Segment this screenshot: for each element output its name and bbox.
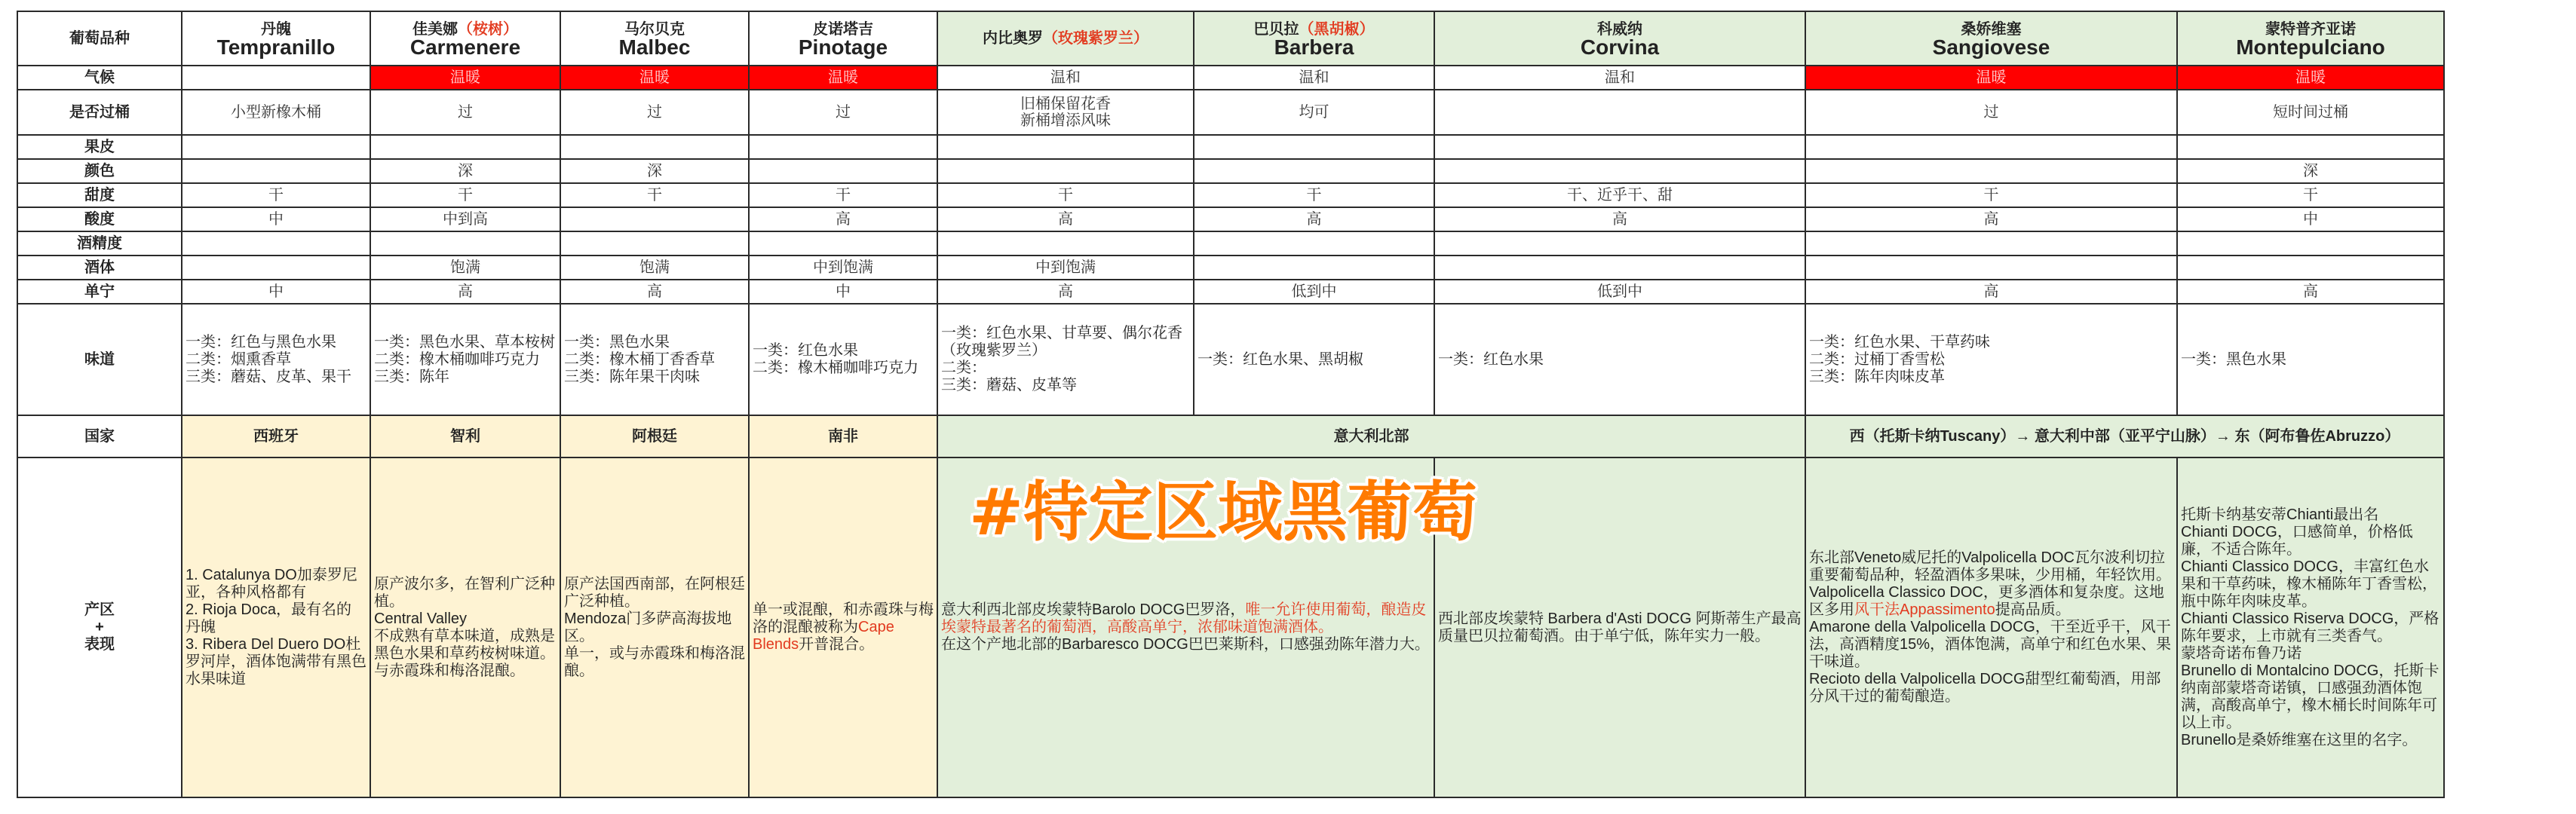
skin-cell	[1805, 135, 2177, 159]
skin-cell	[2177, 135, 2444, 159]
body-cell: 中到饱满	[937, 256, 1194, 280]
variety-header-barbera: 巴贝拉（黑胡椒） Barbera	[1194, 11, 1434, 66]
oak-cell: 过	[749, 90, 937, 135]
skin-cell	[1194, 135, 1434, 159]
acidity-cell: 中到高	[370, 207, 560, 231]
body-cell	[1194, 256, 1434, 280]
body-cell: 中到饱满	[749, 256, 937, 280]
climate-cell: 温暖	[2177, 66, 2444, 90]
region-cell-carmenere: 原产波尔多，在智利广泛种植。 Central Valley 不成熟有草本味道，成熟是黑色水果和草药桉树味道。 与赤霞珠和梅洛混酿。	[370, 457, 560, 797]
body-cell	[182, 256, 370, 280]
skin-row	[17, 135, 2444, 159]
sweetness-cell: 干	[182, 183, 370, 207]
skin-cell	[182, 135, 370, 159]
color-label: 颜色	[17, 159, 182, 183]
color-row	[17, 159, 2444, 183]
variety-header-carmenere: 佳美娜（桉树） Carmenere	[370, 11, 560, 66]
country-cell-italy-north: 意大利北部	[937, 415, 1805, 457]
header-row	[17, 11, 2444, 66]
color-cell	[937, 159, 1194, 183]
climate-cell: 温暖	[560, 66, 749, 90]
climate-row	[17, 66, 2444, 90]
sweetness-label: 甜度	[17, 183, 182, 207]
skin-cell	[1434, 135, 1805, 159]
color-cell: 深	[560, 159, 749, 183]
body-cell	[2177, 256, 2444, 280]
taste-cell: 一类：红色水果、黑胡椒	[1194, 304, 1434, 415]
wine-variety-table	[17, 11, 2445, 798]
alcohol-label: 酒精度	[17, 231, 182, 256]
alcohol-cell	[182, 231, 370, 256]
taste-row	[17, 304, 2444, 415]
oak-cell: 旧桶保留花香 新桶增添风味	[937, 90, 1194, 135]
tannin-cell: 高	[2177, 280, 2444, 304]
region-cell-nebbiolo: 意大利西北部皮埃蒙特Barolo DOCG巴罗洛，唯一允许使用葡萄，酿造皮埃蒙特最著名的葡萄酒，高酸高单宁，浓郁味道饱满酒体。 在这个产地北部的Barbaresco DOCG巴巴莱斯科，口感强劲陈年潜力大。	[937, 457, 1434, 797]
alcohol-cell	[560, 231, 749, 256]
variety-header-tempranillo: 丹魄 Tempranillo	[182, 11, 370, 66]
region-cell-corvina: 东北部Veneto威尼托的Valpolicella DOC瓦尔波利切拉重要葡萄品种，轻盈酒体多果味，少用桶，年轻饮用。Valpolicella Classico DOC，更多酒体和复杂度。这地区多用风干法Appassimento提高品质。 Amarone della Valpolicella DOCG，干至近乎干，风干法，高酒精度15%，酒体饱满，高单宁和红色水果、果干味道。 Recioto della Valpolicella DOCG甜型红葡萄酒，用部分风干过的葡萄酿造。	[1805, 457, 2177, 797]
acidity-cell	[560, 207, 749, 231]
acidity-cell: 中	[2177, 207, 2444, 231]
skin-label: 果皮	[17, 135, 182, 159]
taste-cell: 一类：红色水果、干草药味 二类：过桶丁香雪松 三类：陈年肉味皮革	[1805, 304, 2177, 415]
variety-header-malbec: 马尔贝克 Malbec	[560, 11, 749, 66]
oak-cell	[1434, 90, 1805, 135]
region-label: 产区 + 表现	[17, 457, 182, 797]
oak-cell: 过	[1805, 90, 2177, 135]
color-cell	[182, 159, 370, 183]
oak-row	[17, 90, 2444, 135]
acidity-label: 酸度	[17, 207, 182, 231]
color-cell: 深	[2177, 159, 2444, 183]
alcohol-cell	[2177, 231, 2444, 256]
oak-cell: 过	[560, 90, 749, 135]
body-row	[17, 256, 2444, 280]
body-cell	[1805, 256, 2177, 280]
acidity-cell: 高	[1434, 207, 1805, 231]
tannin-cell: 高	[1805, 280, 2177, 304]
oak-label: 是否过桶	[17, 90, 182, 135]
body-cell: 饱满	[370, 256, 560, 280]
variety-header-sangiovese: 桑娇维塞 Sangiovese	[1805, 11, 2177, 66]
oak-cell: 均可	[1194, 90, 1434, 135]
climate-label: 气候	[17, 66, 182, 90]
oak-cell: 短时间过桶	[2177, 90, 2444, 135]
alcohol-row	[17, 231, 2444, 256]
taste-label: 味道	[17, 304, 182, 415]
tannin-cell: 高	[937, 280, 1194, 304]
color-cell	[1434, 159, 1805, 183]
oak-cell: 小型新橡木桶	[182, 90, 370, 135]
tannin-cell: 中	[749, 280, 937, 304]
climate-cell: 温暖	[370, 66, 560, 90]
taste-cell: 一类：红色与黑色水果 二类：烟熏香草 三类：蘑菇、皮革、果干	[182, 304, 370, 415]
color-cell	[749, 159, 937, 183]
sweetness-cell: 干	[560, 183, 749, 207]
alcohol-cell	[1194, 231, 1434, 256]
variety-label: 葡萄品种	[17, 11, 182, 66]
taste-cell: 一类：红色水果 二类：橡木桶咖啡巧克力	[749, 304, 937, 415]
sweetness-cell: 干	[1805, 183, 2177, 207]
acidity-cell: 高	[1805, 207, 2177, 231]
taste-cell: 一类：黑色水果、草本桉树 二类：橡木桶咖啡巧克力 三类：陈年	[370, 304, 560, 415]
country-cell: 南非	[749, 415, 937, 457]
sweetness-cell: 干	[749, 183, 937, 207]
acidity-row	[17, 207, 2444, 231]
taste-cell: 一类：黑色水果 二类：橡木桶丁香香草 三类：陈年果干肉味	[560, 304, 749, 415]
climate-cell: 温暖	[1805, 66, 2177, 90]
acidity-cell: 高	[937, 207, 1194, 231]
body-label: 酒体	[17, 256, 182, 280]
color-cell: 深	[370, 159, 560, 183]
skin-cell	[370, 135, 560, 159]
sweetness-cell: 干	[370, 183, 560, 207]
acidity-cell: 高	[1194, 207, 1434, 231]
climate-cell: 温暖	[749, 66, 937, 90]
body-cell: 饱满	[560, 256, 749, 280]
region-cell-pinotage: 单一或混酿，和赤霞珠与梅洛的混酿被称为Cape Blends开普混合。	[749, 457, 937, 797]
color-cell	[1805, 159, 2177, 183]
region-cell-malbec: 原产法国西南部，在阿根廷广泛种植。 Mendoza门多萨高海拔地区。 单一，或与赤霞珠和梅洛混酿。	[560, 457, 749, 797]
alcohol-cell	[937, 231, 1194, 256]
oak-cell: 过	[370, 90, 560, 135]
variety-header-pinotage: 皮诺塔吉 Pinotage	[749, 11, 937, 66]
sweetness-cell: 干、近乎干、甜	[1434, 183, 1805, 207]
taste-cell: 一类：红色水果、甘草要、偶尔花香（玫瑰紫罗兰） 二类： 三类：蘑菇、皮革等	[937, 304, 1194, 415]
alcohol-cell	[1434, 231, 1805, 256]
body-cell	[1434, 256, 1805, 280]
taste-cell: 一类：黑色水果	[2177, 304, 2444, 415]
country-cell-italy-central: 西（托斯卡纳Tuscany）→ 意大利中部（亚平宁山脉）→ 东（阿布鲁佐Abruzzo）	[1805, 415, 2444, 457]
alcohol-cell	[370, 231, 560, 256]
country-cell: 阿根廷	[560, 415, 749, 457]
country-row	[17, 415, 2444, 457]
tannin-row	[17, 280, 2444, 304]
acidity-cell: 高	[749, 207, 937, 231]
sweetness-cell: 干	[1194, 183, 1434, 207]
tannin-cell: 中	[182, 280, 370, 304]
taste-cell: 一类：红色水果	[1434, 304, 1805, 415]
tannin-label: 单宁	[17, 280, 182, 304]
climate-cell	[182, 66, 370, 90]
variety-header-nebbiolo: 内比奥罗（玫瑰紫罗兰）	[937, 11, 1194, 66]
country-cell: 智利	[370, 415, 560, 457]
alcohol-cell	[1805, 231, 2177, 256]
skin-cell	[749, 135, 937, 159]
country-cell: 西班牙	[182, 415, 370, 457]
sweetness-cell: 干	[2177, 183, 2444, 207]
tannin-cell: 低到中	[1434, 280, 1805, 304]
region-cell-barbera: 西北部皮埃蒙特 Barbera d'Asti DOCG 阿斯蒂生产最高质量巴贝拉葡萄酒。由于单宁低，陈年实力一般。	[1434, 457, 1805, 797]
tannin-cell: 低到中	[1194, 280, 1434, 304]
country-label: 国家	[17, 415, 182, 457]
acidity-cell: 中	[182, 207, 370, 231]
region-cell-sangiovese: 托斯卡纳基安蒂Chianti最出名 Chianti DOCG，口感简单，价格低廉，不适合陈年。 Chianti Classico DOCG，丰富红色水果和干草药味，橡木桶陈年丁香雪松，瓶中陈年肉味皮革。 Chianti Classico Riserva DOCG，严格陈年要求，上市就有三类香气。 蒙塔奇诺布鲁乃诺 Brunello di Montalcino DOCG，托斯卡纳南部蒙塔奇诺镇，口感强劲酒体饱满，高酸高单宁，橡木桶长时间陈年可以上市。 Brunello是桑娇维塞在这里的名字。	[2177, 457, 2444, 797]
climate-cell: 温和	[937, 66, 1194, 90]
hashtag-overlay-title: #特定区域黑葡萄	[969, 475, 1478, 550]
tannin-cell: 高	[560, 280, 749, 304]
region-cell-tempranillo: 1. Catalunya DO加泰罗尼亚，各种风格都有 2. Rioja Doca，最有名的丹魄 3. Ribera Del Duero DO杜罗河岸，酒体饱满带有黑色水果味道	[182, 457, 370, 797]
variety-header-corvina: 科威纳 Corvina	[1434, 11, 1805, 66]
tannin-cell: 高	[370, 280, 560, 304]
alcohol-cell	[749, 231, 937, 256]
color-cell	[1194, 159, 1434, 183]
climate-cell: 温和	[1194, 66, 1434, 90]
climate-cell: 温和	[1434, 66, 1805, 90]
skin-cell	[937, 135, 1194, 159]
variety-header-montepulciano: 蒙特普齐亚诺 Montepulciano	[2177, 11, 2444, 66]
skin-cell	[560, 135, 749, 159]
sweetness-cell: 干	[937, 183, 1194, 207]
sweetness-row	[17, 183, 2444, 207]
